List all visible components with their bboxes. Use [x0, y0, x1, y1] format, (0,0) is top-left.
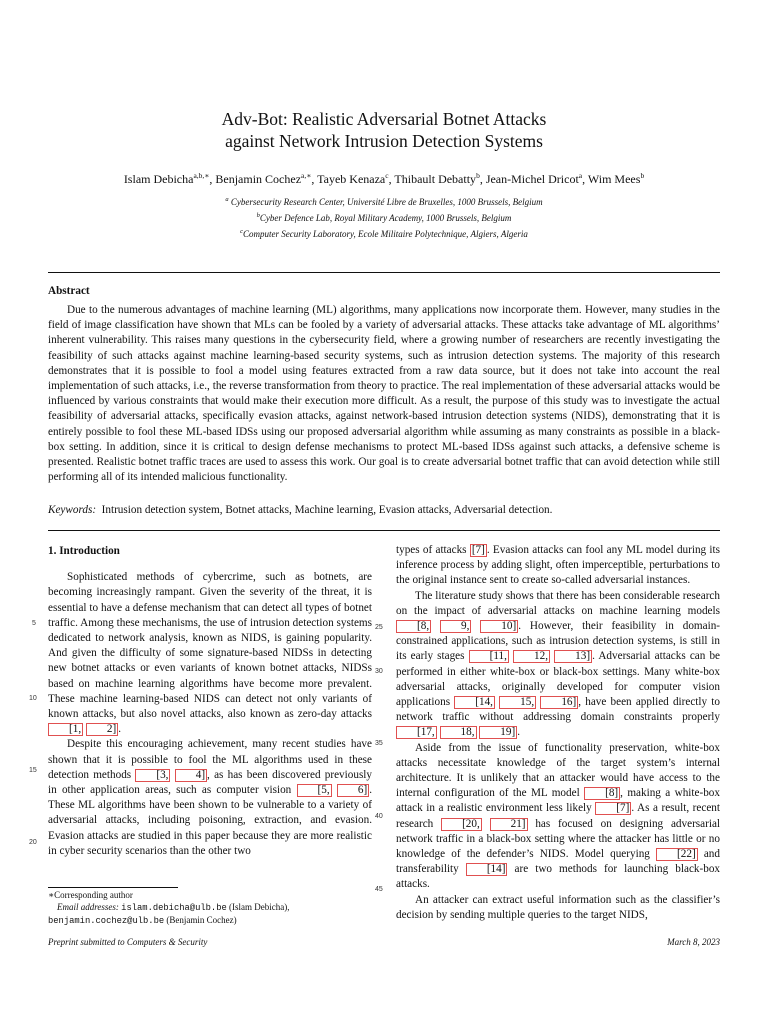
- citation-link[interactable]: [5,: [297, 784, 332, 796]
- line-number: 30: [375, 668, 383, 675]
- author: Tayeb Kenaza$^c$,: [317, 171, 395, 186]
- author: Jean-Michel Dricot$^a$,: [485, 171, 588, 186]
- citation-link[interactable]: [7]: [471, 544, 485, 556]
- paragraph: An attacker can extract useful information such as the classifier’s decision by sending multiple queries to the target NIDS,: [396, 893, 720, 921]
- abstract-text: Due to the numerous advantages of machine learning (ML) algorithms, many applications now incorporate them. However, many studies in the field of image classification have shown that MLs can be fooled by a variety of adversarial attacks. These attacks take advantage of ML algorithms’ inherent vulnerability. This raises many questions in the cybersecurity field, where a growing number of researchers are recently investigating the feasibility of such attacks against machine learning-based security systems, such as intrusion detection systems. The majority of this research demonstrates that it is possible to fool a model using features extracted from a raw data source, but it does not take into account the real implementation of such attacks, i.e., the reverse transformation from theory to practice. The real implementation of these adversarial attacks would be influenced by various constraints that would make their execution more difficult. As a result, the purpose of this study was to investigate the actual feasibility of adversarial attacks, specifically evasion attacks, against network-based intrusion detection systems (NIDS), demonstrating that it is entirely possible to fool these ML-based IDSs using our proposed adversarial algorithm while assuming as many constraints as possible in a black-box setting. In addition, since it is critical to design defense mechanisms to protect ML-based IDSs against such attacks, a defensive scheme is presented. Realistic botnet traffic traces are used to assess this work. Our goal is to create adversarial botnet traffic that can avoid detection while still performing all of its intended malicious functionality.: [48, 304, 720, 484]
- paper-title: [0, 108, 768, 152]
- paragraph: Sophisticated methods of cybercrime, such as botnets, are becoming increasingly rampant. Given the severity of the threat, it is essential to have a defense mechanism that can detect all types of botnet traffic. Among these mechanisms, the use of intrusion detection systems dedicated to network analysis, known as NIDS, is gaining popularity. And given the difficulty of some signature-based NIDSs in detecting new botnet attacks or even variants of known botnet attacks, NIDSs based on machine learning algorithms have become more prevalent. These machine learning-based NIDS can detect not only variants of known attacks, but also novel attacks, also known as zero-day attacks [1, 2] .: [48, 571, 372, 736]
- citation-link[interactable]: 21]: [490, 818, 528, 830]
- email-line: Email addresses: islam.debicha@ulb.be (Islam Debicha),: [57, 902, 290, 913]
- footnote-divider: [48, 887, 178, 888]
- citation-link[interactable]: 13]: [554, 650, 592, 662]
- line-number: 5: [32, 620, 36, 627]
- paragraph: Despite this encouraging achievement, many recent studies have shown that it is possible to fool the ML algorithms used in these detection methods [3, 4] , as has been discovered previously in other application areas, such as computer vision [5, 6] . These ML algorithms have been shown to be vulnerable to a variety of adversarial attacks, including poisoning, extraction, and evasion. Evasion attacks are studied in this paper because they are more realistic in cyber security scenarios than the other two: [48, 738, 373, 857]
- line-number: 10: [29, 695, 37, 702]
- citation-link[interactable]: [11,: [469, 650, 509, 662]
- citation-link[interactable]: 12,: [513, 650, 550, 662]
- preprint-note: Preprint submitted to Computers & Security: [48, 937, 208, 947]
- footnote: [48, 889, 372, 927]
- citation-link[interactable]: [14]: [466, 863, 508, 875]
- author: Benjamin Cochez$^{a,∗}$,: [215, 171, 318, 186]
- corresponding-author-note: ∗Corresponding author: [48, 890, 133, 900]
- citation-link[interactable]: 19]: [479, 726, 517, 738]
- citation-link[interactable]: [3,: [135, 769, 170, 781]
- keywords: [48, 503, 720, 518]
- citation-link[interactable]: [22]: [656, 848, 698, 860]
- author: Islam Debicha$^{a,b,∗}$,: [123, 171, 216, 186]
- affiliations: [0, 193, 768, 241]
- citation-link[interactable]: 18,: [440, 726, 477, 738]
- citation-link[interactable]: [17,: [396, 726, 437, 738]
- citation-link[interactable]: 9,: [440, 620, 471, 632]
- paragraph: Aside from the issue of functionality preservation, white-box attacks necessitate knowledge of the target system’s internal architecture. It is unlikely that an attacker would have access to the internal configuration of the ML model [8] , making a white-box attack in a realistic environment less likely [7] . As a result, recent research [20, 21] has focused on designing adversarial network traffic in a black-box setting where the attacker has little or no knowledge of the defender’s NIDS. Model querying [22] and transferability [14] are two methods for launching black-box attacks.: [396, 741, 721, 891]
- top-divider: [48, 272, 720, 273]
- date: March 8, 2023: [667, 937, 720, 947]
- line-number: 45: [375, 886, 383, 893]
- citation-link[interactable]: 2]: [86, 723, 118, 735]
- citation-link[interactable]: [14,: [454, 696, 495, 708]
- email-line: benjamin.cochez@ulb.be (Benjamin Cochez): [48, 915, 237, 926]
- title-line-2: against Network Intrusion Detection Systems: [225, 131, 543, 151]
- left-column: [48, 543, 372, 859]
- keywords-list: Intrusion detection system, Botnet attacks, Machine learning, Evasion attacks, Adversarial detection.: [101, 504, 553, 516]
- email-link[interactable]: benjamin.cochez@ulb.be: [48, 916, 165, 926]
- paragraph: types of attacks [7] . Evasion attacks can fool any ML model during its inference process by adding slight, often imperceptible, perturbations to the original instance sent to create so-called adversarial instances.: [396, 544, 720, 587]
- line-number: 15: [29, 767, 37, 774]
- citation-link[interactable]: [1,: [48, 723, 83, 735]
- citation-link[interactable]: 15,: [499, 696, 536, 708]
- citation-link[interactable]: 4]: [175, 769, 207, 781]
- citation-link[interactable]: 10]: [480, 620, 518, 632]
- author-list: [0, 168, 768, 187]
- line-number: 35: [375, 740, 383, 747]
- author: Wim Mees$^b$: [587, 171, 645, 186]
- affiliation: $^c$Computer Security Laboratory, Ecole Militaire Polytechnique, Algiers, Algeria: [240, 228, 528, 239]
- keywords-label: Keywords:: [48, 504, 97, 516]
- line-number: 40: [375, 813, 383, 820]
- title-line-1: Adv-Bot: Realistic Adversarial Botnet Attacks: [221, 109, 547, 129]
- email-link[interactable]: islam.debicha@ulb.be: [121, 903, 227, 913]
- line-number: 20: [29, 839, 37, 846]
- citation-link[interactable]: [8]: [584, 787, 620, 799]
- author: Thibault Debatty$^b$,: [394, 171, 486, 186]
- bottom-divider: [48, 530, 720, 531]
- line-number: 25: [375, 624, 383, 631]
- section-heading: 1. Introduction: [48, 545, 120, 557]
- citation-link[interactable]: 16]: [540, 696, 578, 708]
- right-column: [396, 543, 720, 923]
- citation-link[interactable]: [20,: [441, 818, 482, 830]
- citation-link[interactable]: [7]: [595, 802, 631, 814]
- affiliation: $^a$ Cybersecurity Research Center, Université Libre de Bruxelles, 1000 Brussels, Belgium: [225, 196, 543, 207]
- paragraph: The literature study shows that there has been considerable research on the impact of adversarial attacks on machine learning models [8, 9, 10] . However, their feasibility in domain-constrained applications, such as intrusion detection systems, is still in its early stages [11, 12, 13] . Adversarial attacks can be performed in either white-box or black-box settings. Many white-box adversarial attacks, originally developed for computer vision applications [14, 15, 16] , have been applied directly to network traffic without addressing domain constraints properly [17, 18, 19] .: [396, 589, 721, 739]
- affiliation: $^b$Cyber Defence Lab, Royal Military Academy, 1000 Brussels, Belgium: [256, 212, 512, 223]
- abstract-heading: Abstract: [48, 285, 90, 297]
- citation-link[interactable]: [8,: [396, 620, 431, 632]
- citation-link[interactable]: 6]: [337, 784, 369, 796]
